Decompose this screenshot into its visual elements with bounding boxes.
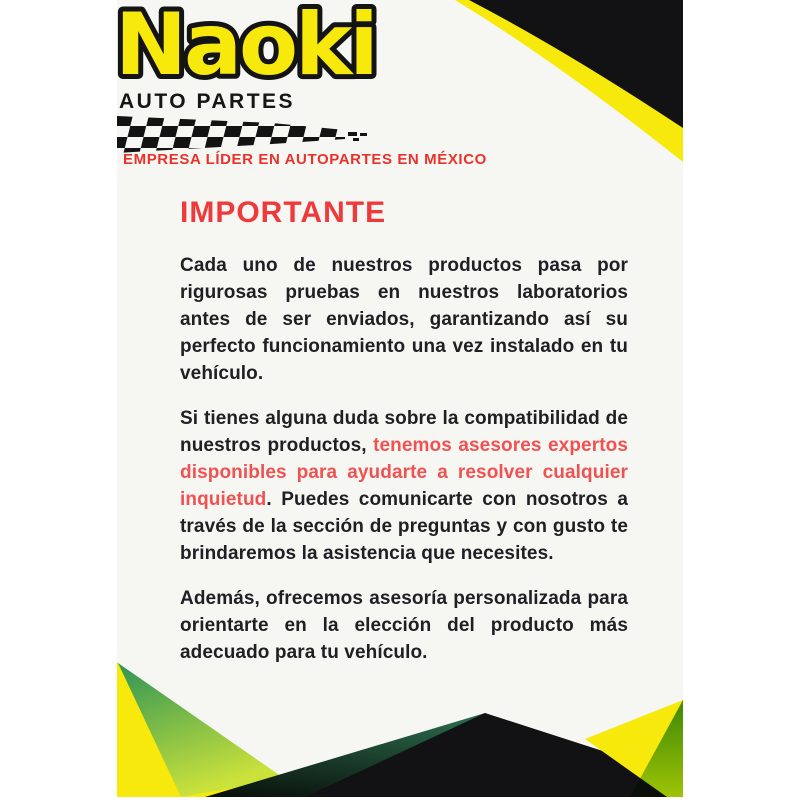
- paragraph-support: [180, 405, 628, 567]
- paragraph-quality: Cada uno de nuestros productos pasa por rigurosas pruebas en nuestros laboratorios antes de ser enviados, garantizando así su perfecto funcionamiento una vez instalado en tu vehículo.: [180, 255, 628, 384]
- paragraph-support-highlight: tenemos asesores expertos disponibles para ayudarte a resolver cualquier inquietud: [180, 435, 628, 510]
- main-content: [180, 196, 628, 684]
- corner-accent-top-right: [453, 0, 683, 170]
- brand-subtitle: AUTO PARTES: [119, 90, 296, 113]
- paragraph-support-part2: . Puedes comunicarte con nosotros a través de la sección de preguntas y con gusto te brindaremos la asistencia que necesites.: [180, 489, 628, 564]
- brand-logo-text: Naoki: [115, 0, 376, 95]
- brand-tagline: EMPRESA LÍDER EN AUTOPARTES EN MÉXICO: [123, 151, 487, 168]
- flyer-page: [117, 0, 683, 797]
- paragraph-support-part1: Si tienes alguna duda sobre la compatibilidad de nuestros productos,: [180, 408, 628, 456]
- paragraph-advice: Además, ofrecemos asesoría personalizada para orientarte en la elección del producto más adecuado para tu vehículo.: [180, 588, 628, 663]
- brand-logo: [117, 0, 419, 100]
- bottom-accent-triangles: [117, 657, 683, 797]
- section-heading: IMPORTANTE: [180, 196, 387, 229]
